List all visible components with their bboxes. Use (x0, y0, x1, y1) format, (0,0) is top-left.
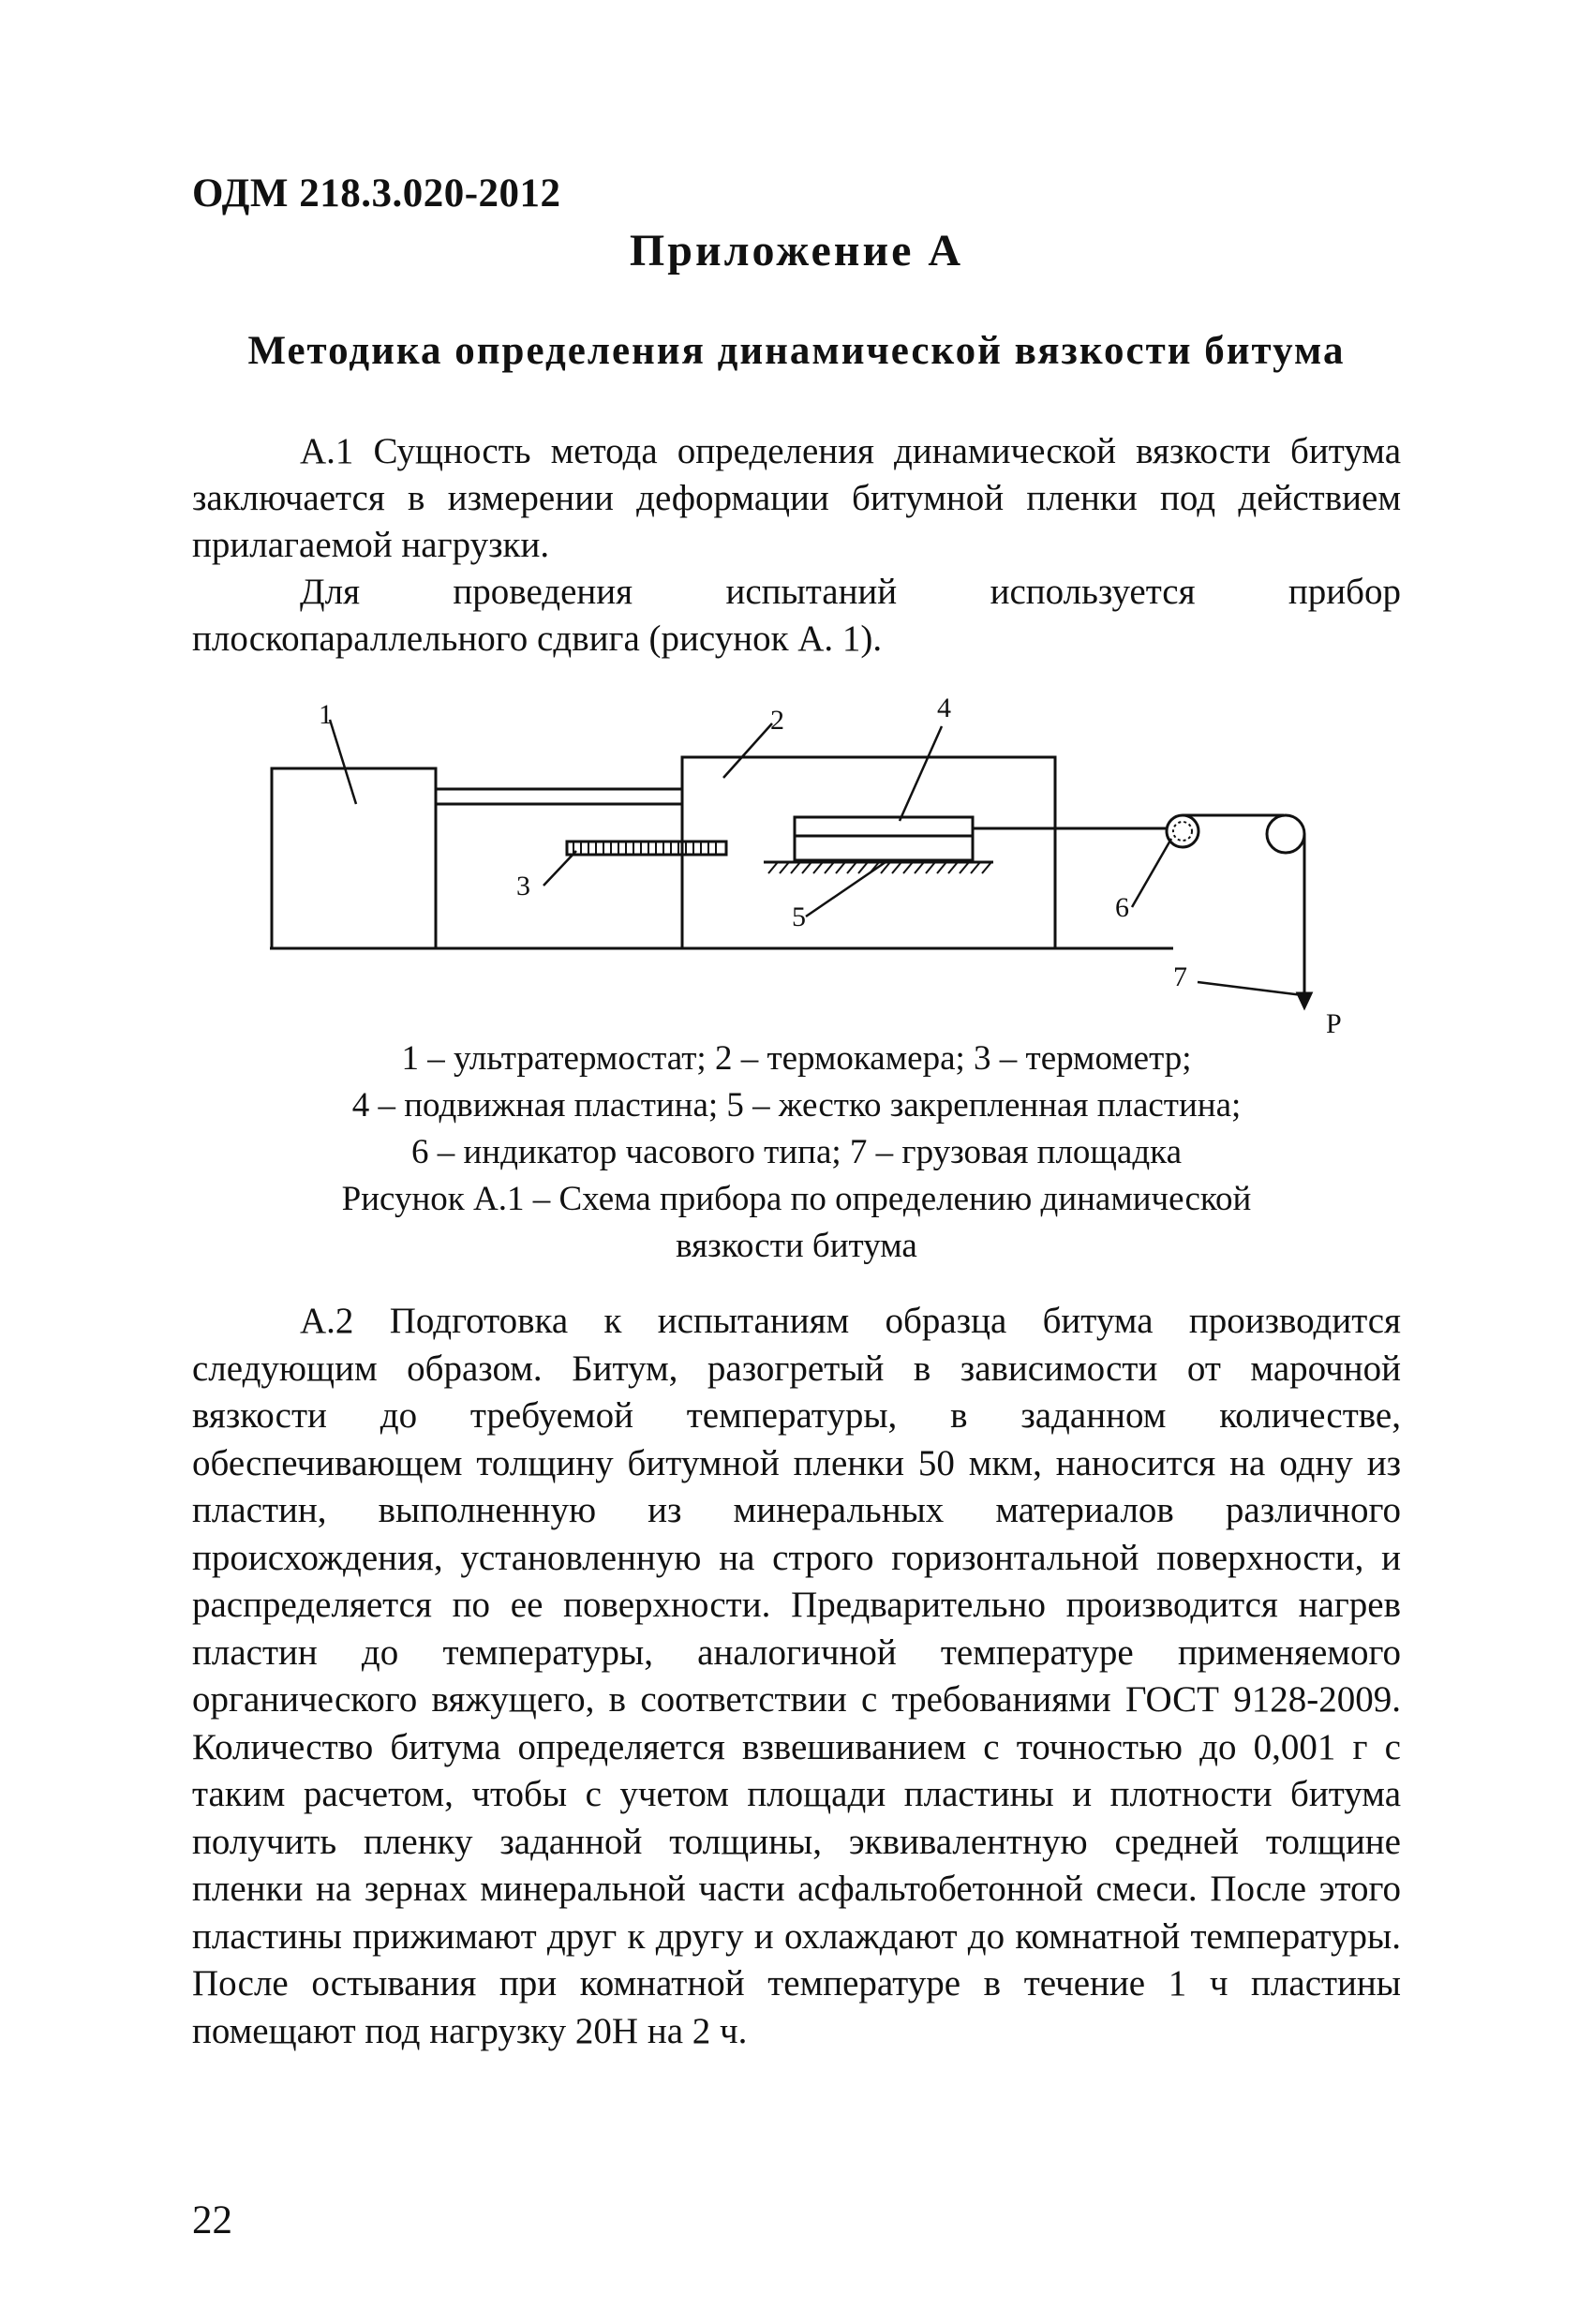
paragraph-a1: А.1 Сущность метода определения динамической вязкости битума заключается в измерении деформации битумной пленки под действием прилагаемой нагрузки. (192, 431, 1401, 565)
label-1: 1 (319, 699, 333, 730)
leader-7 (1198, 982, 1303, 995)
movable-plate (795, 817, 973, 836)
dial-indicator-face (1173, 822, 1192, 841)
document-code: ОДМ 218.3.020-2012 (192, 171, 561, 216)
page-number: 22 (192, 2198, 232, 2242)
paragraph-a1-continued: Для проведения испытаний используется прибор плоскопараллельного сдвига (рисунок А. 1). (192, 572, 1401, 659)
leader-6 (1132, 839, 1171, 907)
figure-caption-line-1: Рисунок А.1 – Схема прибора по определению динамической (341, 1180, 1252, 1218)
label-7: 7 (1173, 961, 1187, 992)
method-title: Методика определения динамической вязкости битума (247, 329, 1346, 373)
leader-5 (806, 862, 886, 916)
leader-2 (723, 723, 772, 778)
fixed-plate (795, 836, 973, 860)
thermometer (567, 842, 726, 855)
label-5: 5 (792, 901, 806, 932)
legend-line-3: 6 – индикатор часового типа; 7 – грузовая площадка (410, 1133, 1183, 1171)
paragraph-a2: А.2 Подготовка к испытаниям образца битума производится следующим образом. Битум, разогретый в зависимости от марочной вязкости до требуемой температуры, в заданном количестве, обеспечивающем толщину битумной пленки 50 мкм, наносится на одну из пластин, выполненную из минеральных материалов различного происхождения, установленную на строго горизонтальной поверхности, и распределяется по ее поверхности. Предварительно производится нагрев пластин до температуры, аналогичной температуре применяемого органического вяжущего, в соответствии с требованиями ГОСТ 9128-2009. Количество битума определяется взвешиванием с точностью до 0,001 г с таким расчетом, чтобы с учетом площади пластины и плотности битума получить пленку заданной толщины, эквивалентную средней толщине пленки на зернах минеральной части асфальтобетонной смеси. После этого пластины прижимают друг к другу и охлаждают до комнатной температуры. После остывания при комнатной температуре в течение 1 ч пластины помещают под нагрузку 20Н на 2 ч. (192, 1301, 1401, 2051)
apparatus-diagram (0, 684, 1593, 1040)
dial-indicator (1167, 815, 1198, 847)
legend-line-2: 4 – подвижная пластина; 5 – жестко закрепленная пластина; (351, 1086, 1242, 1125)
label-4: 4 (937, 693, 951, 723)
support-hatching (768, 862, 991, 873)
thermometer-scale (573, 842, 716, 855)
label-6: 6 (1115, 892, 1129, 923)
label-p: P (1326, 1008, 1342, 1039)
pulley (1267, 815, 1304, 853)
leader-3 (543, 851, 576, 886)
legend-line-1: 1 – ультратермостат; 2 – термокамера; 3 – термометр; (401, 1039, 1192, 1078)
label-2: 2 (770, 705, 784, 736)
label-3: 3 (516, 871, 530, 901)
appendix-title: Приложение А (629, 226, 964, 276)
figure-caption-line-2: вязкости битума (676, 1227, 917, 1265)
thermochamber-box (682, 757, 1055, 948)
leader-1 (330, 720, 356, 804)
leader-4 (900, 726, 942, 821)
